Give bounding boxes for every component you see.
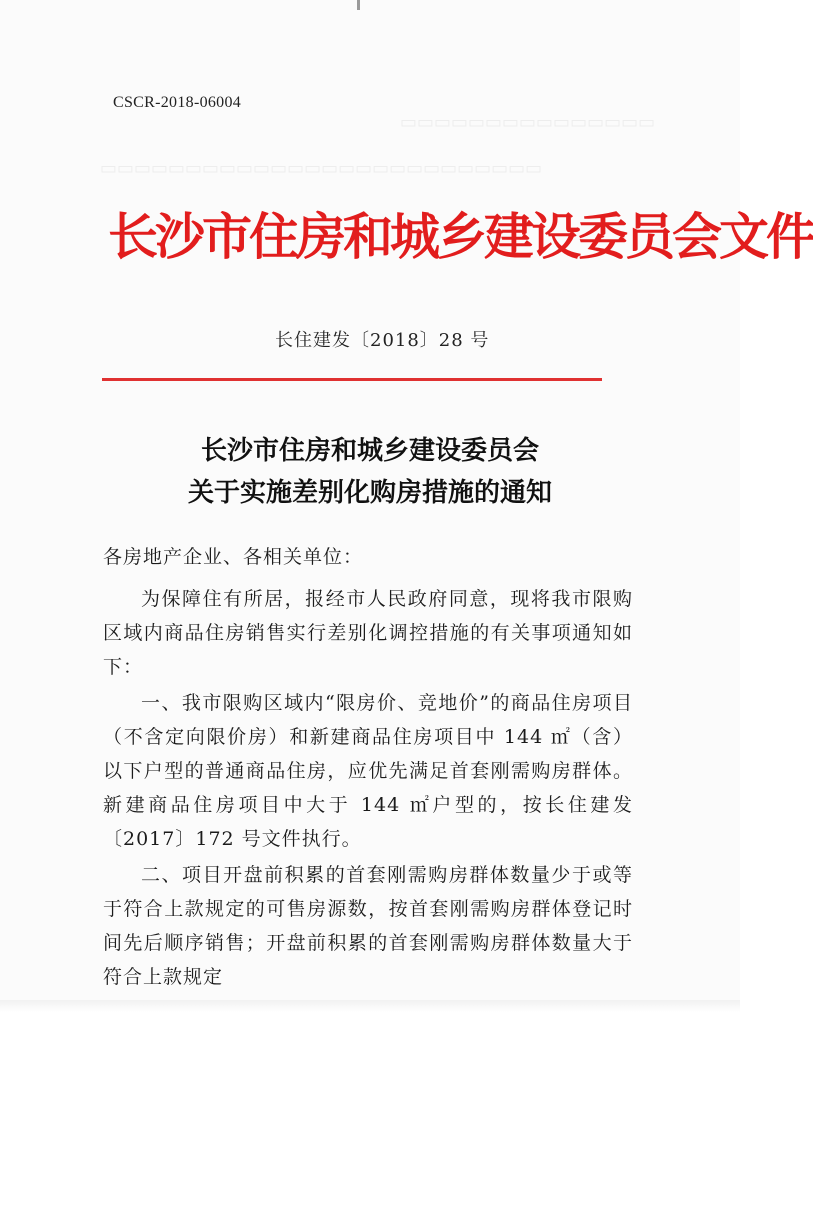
document-code: CSCR-2018-06004	[113, 94, 242, 111]
paragraph-2: 二、项目开盘前积累的首套刚需购房群体数量少于或等于符合上款规定的可售房源数，按首套刚需购房群体登记时间先后顺序销售；开盘前积累的首套刚需购房群体数量大于符合上款规定	[103, 864, 633, 988]
notice-title-line-1: 长沙市住房和城乡建设委员会	[200, 436, 539, 466]
page-bottom-edge	[0, 1000, 740, 1012]
document-number: 长住建发〔2018〕28 号	[275, 330, 490, 351]
bleed-through-text: ▭▭▭▭▭▭▭▭▭▭▭▭▭▭▭	[400, 112, 656, 133]
notice-title-line-2: 关于实施差别化购房措施的通知	[187, 478, 552, 508]
paragraph-intro: 为保障住有所居，报经市人民政府同意，现将我市限购区域内商品住房销售实行差别化调控措施的有关事项通知如下：	[103, 588, 633, 678]
red-separator-line	[102, 378, 602, 381]
scan-edge-mark	[357, 0, 360, 10]
issuer-title: 长沙市住房和城乡建设委员会文件	[108, 207, 813, 266]
document-body	[103, 540, 633, 996]
addressee: 各房地产企业、各相关单位：	[103, 546, 364, 568]
paragraph-1: 一、我市限购区域内“限房价、竞地价”的商品住房项目（不含定向限价房）和新建商品住房项目中 144 ㎡（含）以下户型的普通商品住房，应优先满足首套刚需购房群体。新建商品住房项目中大于 144 ㎡户型的，按长住建发〔2017〕172 号文件执行。	[103, 692, 633, 850]
bleed-through-text: ▭▭▭▭▭▭▭▭▭▭▭▭▭▭▭▭▭▭▭▭▭▭▭▭▭▭	[100, 158, 543, 179]
